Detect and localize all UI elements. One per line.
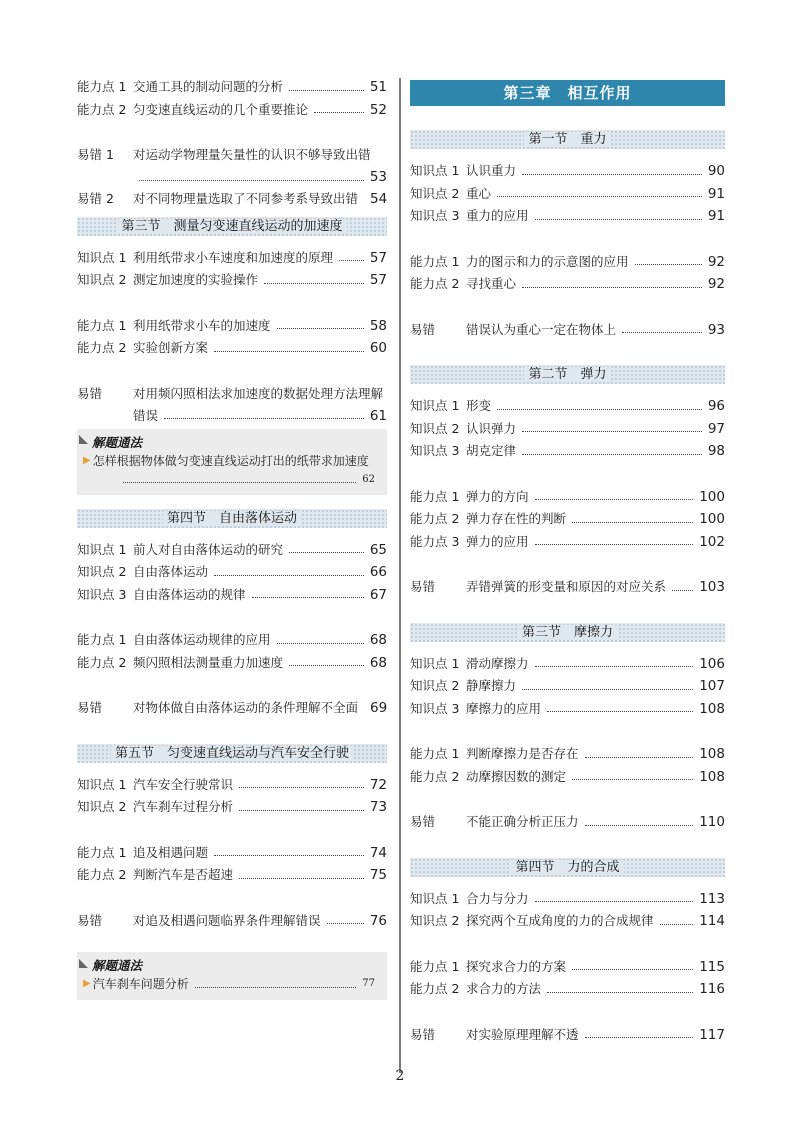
entry-title: 求合力的方法 [466, 981, 542, 996]
entry-page: 97 [707, 420, 725, 437]
dot-leader [214, 575, 364, 576]
entry-kind: 能力点 1 [410, 746, 460, 761]
entry-kind: 能力点 1 [77, 317, 127, 333]
entry-title: 摩擦力的应用 [466, 700, 542, 716]
toc-entry[interactable] [410, 319, 725, 342]
dot-leader [585, 1037, 694, 1038]
entry-kind: 知识点 1 [77, 776, 127, 792]
entry-kind: 能力点 2 [410, 276, 460, 291]
entry-title: 对实验原理理解不透 [466, 1026, 579, 1042]
entry-title: 频闪照相法测量重力加速度 [133, 654, 284, 670]
entry-kind: 能力点 2 [410, 511, 460, 526]
toc-entry[interactable] [410, 486, 725, 509]
toc-entry[interactable] [77, 539, 387, 562]
entry-title: 利用纸带求小车的加速度 [133, 317, 271, 333]
dot-leader [327, 923, 364, 924]
dot-leader [214, 855, 364, 856]
dot-leader [535, 499, 694, 500]
entry-page: 57 [369, 249, 387, 266]
toc-entry[interactable] [410, 888, 725, 911]
toc-entry[interactable] [77, 315, 387, 338]
entry-page: 92 [707, 253, 725, 270]
entry-kind: 能力点 1 [410, 958, 460, 974]
right-column [410, 76, 725, 1046]
entry-title: 静摩擦力 [466, 678, 517, 693]
entry-title: 利用纸带求小车速度和加速度的原理 [133, 249, 334, 265]
entry-title: 自由落体运动规律的应用 [133, 632, 271, 647]
entry-page: 110 [699, 814, 725, 830]
entry-title: 认识重力 [466, 163, 517, 178]
entry-page: 53 [369, 169, 387, 185]
dot-leader [123, 482, 356, 483]
toc-entry[interactable] [410, 160, 725, 183]
entry-title: 前人对自由落体运动的研究 [133, 541, 284, 557]
entry-page: 117 [699, 1026, 725, 1043]
entry-page: 75 [369, 867, 387, 883]
entry-page: 76 [369, 912, 387, 929]
dot-leader [497, 409, 702, 410]
dot-leader [214, 351, 364, 352]
left-column [77, 76, 387, 1014]
entry-title: 汽车安全行驶常识 [133, 776, 234, 792]
entry-kind: 知识点 2 [77, 272, 127, 287]
dot-leader [535, 219, 702, 220]
entry-title: 探究求合力的方案 [466, 958, 567, 974]
entry-kind: 知识点 2 [77, 564, 127, 579]
entry-kind: 能力点 2 [77, 340, 127, 355]
entry-kind: 能力点 2 [410, 981, 460, 996]
entry-title: 弹力存在性的判断 [466, 511, 567, 526]
section-heading[interactable] [77, 509, 387, 528]
dot-leader [547, 992, 693, 993]
entry-page: 65 [369, 541, 387, 558]
entry-kind: 知识点 3 [77, 586, 127, 602]
entry-page: 58 [369, 317, 387, 334]
method-heading [77, 433, 387, 451]
entry-page: 66 [369, 564, 387, 580]
dot-leader [164, 418, 364, 419]
toc-entry[interactable] [77, 188, 387, 211]
dot-leader [277, 328, 364, 329]
dot-leader [572, 522, 693, 523]
method-box [77, 429, 387, 495]
page-number: 2 [395, 1068, 405, 1084]
toc-entry[interactable] [77, 864, 387, 887]
entry-page: 73 [369, 799, 387, 815]
entry-page: 51 [369, 79, 387, 95]
entry-title: 错误认为重心一定在物体上 [466, 321, 617, 337]
entry-title: 弹力的应用 [466, 533, 529, 549]
entry-title: 胡克定律 [466, 443, 517, 458]
entry-kind: 知识点 1 [410, 655, 460, 671]
entry-kind: 能力点 1 [77, 632, 127, 647]
toc-entry[interactable] [410, 440, 725, 463]
entry-kind: 能力点 3 [410, 533, 460, 549]
entry-page: 116 [699, 981, 725, 997]
method-item[interactable] [77, 451, 387, 471]
section-heading[interactable] [410, 365, 725, 384]
toc-entry[interactable] [410, 576, 725, 599]
toc-entry[interactable] [410, 675, 725, 698]
dot-leader [289, 665, 364, 666]
toc-entry[interactable] [77, 337, 387, 360]
entry-text: 怎样根据物体做匀变速直线运动打出的纸带求加速度 [92, 453, 369, 468]
entry-kind: 知识点 3 [410, 208, 460, 223]
entry-title: 认识弹力 [466, 420, 517, 436]
dot-leader [522, 174, 702, 175]
dot-leader [522, 689, 693, 690]
toc-entry[interactable] [77, 629, 387, 652]
toc-entry[interactable] [77, 269, 387, 292]
toc-entry[interactable] [77, 247, 387, 270]
entry-page: 106 [699, 655, 725, 672]
entry-page: 69 [370, 700, 388, 716]
dot-leader [622, 332, 702, 333]
entry-title: 探究两个互成角度的力的合成规律 [466, 913, 654, 928]
entry-title: 力的图示和力的示意图的应用 [466, 253, 629, 269]
entry-kind: 能力点 2 [410, 768, 460, 784]
entry-page: 113 [699, 890, 725, 907]
entry-title: 测定加速度的实验操作 [133, 272, 259, 287]
entry-title: 合力与分力 [466, 890, 529, 906]
toc-entry[interactable] [410, 273, 725, 296]
dot-leader [585, 825, 694, 826]
method-box [77, 952, 387, 1000]
toc-entry[interactable] [410, 743, 725, 766]
entry-kind: 易错 2 [77, 191, 114, 206]
toc-entry[interactable] [77, 697, 387, 720]
toc-entry[interactable] [410, 508, 725, 531]
dot-leader [522, 431, 702, 432]
column-divider [399, 78, 401, 1073]
entry-title: 动摩擦因数的测定 [466, 768, 567, 784]
entry-page: 96 [707, 398, 725, 414]
entry-page: 102 [699, 533, 725, 550]
entry-text: 第三节 测量匀变速直线运动的加速度 [117, 219, 346, 234]
entry-kind: 易错 [77, 700, 103, 715]
entry-kind: 知识点 1 [410, 890, 460, 906]
dot-leader [252, 597, 364, 598]
entry-title: 交通工具的制动问题的分析 [133, 79, 284, 94]
entry-kind: 能力点 2 [77, 101, 127, 117]
entry-kind: 知识点 2 [410, 913, 460, 928]
dot-leader [277, 643, 364, 644]
toc-entry[interactable] [410, 418, 725, 441]
entry-kind: 能力点 1 [410, 488, 460, 504]
entry-title: 形变 [466, 398, 492, 413]
method-item-page-line[interactable] [77, 471, 387, 489]
entry-text: 第四节 力的合成 [511, 860, 623, 875]
dot-leader [239, 878, 364, 879]
toc-entry[interactable] [410, 205, 725, 228]
entry-kind: 易错 [410, 579, 436, 594]
entry-title: 重力的应用 [466, 208, 529, 223]
entry-title: 对追及相遇问题临界条件理解错误 [133, 912, 321, 928]
entry-kind: 知识点 1 [410, 163, 460, 178]
entry-kind: 知识点 2 [410, 678, 460, 693]
chapter-heading[interactable] [410, 80, 725, 106]
entry-kind: 易错 [410, 814, 436, 829]
entry-page: 60 [369, 340, 387, 356]
dot-leader [264, 283, 364, 284]
toc-entry[interactable] [410, 1024, 725, 1047]
entry-page: 52 [369, 101, 387, 118]
entry-title: 判断摩擦力是否存在 [466, 746, 579, 761]
entry-page: 74 [369, 844, 387, 861]
dot-leader [522, 454, 702, 455]
toc-entry[interactable] [77, 144, 387, 188]
toc-entry[interactable] [410, 910, 725, 933]
entry-page: 68 [369, 632, 387, 648]
entry-page: 108 [699, 700, 725, 717]
dot-leader [585, 757, 694, 758]
entry-title: 匀变速直线运动的几个重要推论 [133, 101, 309, 117]
dot-leader [314, 112, 364, 113]
toc-entry[interactable] [410, 531, 725, 554]
toc-entry[interactable] [410, 811, 725, 834]
entry-text: 解题通法 [92, 434, 143, 450]
entry-page: 68 [369, 654, 387, 671]
dot-leader [239, 787, 364, 788]
toc-entry[interactable] [410, 766, 725, 789]
entry-page: 57 [369, 272, 387, 288]
entry-kind: 知识点 2 [410, 185, 460, 201]
entry-kind: 知识点 1 [77, 249, 127, 265]
entry-kind: 知识点 1 [410, 398, 460, 413]
section-heading[interactable] [410, 130, 725, 149]
entry-kind: 能力点 2 [77, 654, 127, 670]
dot-leader [139, 180, 364, 181]
entry-title: 对不同物理量选取了不同参考系导致出错 [133, 191, 359, 206]
entry-text: 第一节 重力 [524, 132, 610, 147]
toc-entry[interactable] [77, 652, 387, 675]
play-arrow-icon: ▶ [83, 454, 91, 466]
entry-kind: 知识点 3 [410, 443, 460, 458]
dot-leader [289, 90, 364, 91]
dot-leader [522, 287, 702, 288]
play-arrow-icon: ▶ [83, 978, 91, 989]
entry-kind: 知识点 3 [410, 700, 460, 716]
entry-title: 弹力的方向 [466, 488, 529, 504]
toc-entry[interactable] [77, 383, 387, 427]
toc-entry[interactable] [410, 956, 725, 979]
entry-title: 重心 [466, 185, 492, 201]
toc-entry[interactable] [77, 842, 387, 865]
toc-entry[interactable] [77, 910, 387, 933]
entry-text: 第四节 自由落体运动 [163, 511, 301, 526]
entry-text: 解题通法 [92, 958, 143, 973]
dot-leader [339, 260, 364, 261]
entry-page: 100 [699, 488, 725, 505]
entry-title: 自由落体运动的规律 [133, 586, 246, 602]
dot-leader [572, 779, 693, 780]
method-item[interactable] [77, 974, 387, 994]
toc-entry[interactable] [77, 796, 387, 819]
entry-text: 对用频闪照相法求加速度的数据处理方法理解 [133, 385, 384, 401]
entry-kind: 易错 [410, 1026, 436, 1042]
entry-text: 对运动学物理量矢量性的认识不够导致出错 [133, 147, 371, 162]
entry-text: 第五节 匀变速直线运动与汽车安全行驶 [111, 746, 353, 761]
dot-leader [289, 552, 364, 553]
dot-leader [535, 544, 694, 545]
entry-page: 98 [707, 443, 725, 459]
entry-page: 62 [362, 473, 375, 485]
toc-entry[interactable] [410, 251, 725, 274]
entry-title: 判断汽车是否超速 [133, 867, 234, 882]
section-heading[interactable] [410, 858, 725, 877]
entry-page: 93 [707, 321, 725, 338]
entry-title: 不能正确分析正压力 [466, 814, 579, 829]
dot-leader [535, 901, 694, 902]
entry-kind: 能力点 2 [77, 867, 127, 882]
entry-page: 91 [707, 185, 725, 202]
entry-kind: 能力点 1 [77, 844, 127, 860]
toc-entry[interactable] [77, 584, 387, 607]
entry-page: 77 [362, 978, 375, 989]
entry-page: 108 [699, 768, 725, 785]
section-heading[interactable] [410, 623, 725, 642]
toc-entry[interactable] [410, 395, 725, 418]
toc-entry[interactable] [410, 183, 725, 206]
entry-page: 114 [699, 913, 725, 929]
toc-entry[interactable] [410, 978, 725, 1001]
entry-kind: 易错 [77, 912, 103, 928]
dot-leader [635, 264, 702, 265]
entry-page: 67 [369, 586, 387, 603]
entry-title: 弄错弹簧的形变量和原因的对应关系 [466, 579, 667, 594]
entry-kind: 能力点 1 [410, 253, 460, 269]
entry-page: 61 [369, 407, 387, 424]
section-heading[interactable] [77, 744, 387, 763]
entry-text: 错误 [133, 407, 159, 423]
entry-title: 滑动摩擦力 [466, 655, 529, 671]
entry-page: 103 [699, 579, 725, 595]
toc-entry[interactable] [77, 774, 387, 797]
entry-page: 90 [707, 163, 725, 179]
entry-text: 第二节 弹力 [524, 367, 610, 382]
entry-title: 对物体做自由落体运动的条件理解不全面 [133, 700, 359, 715]
toc-entry[interactable] [77, 561, 387, 584]
toc-entry[interactable] [77, 76, 387, 99]
entry-page: 91 [707, 208, 725, 224]
corner-triangle-icon [79, 435, 88, 444]
dot-leader [535, 666, 694, 667]
entry-kind: 易错 1 [77, 147, 114, 162]
toc-entry[interactable] [410, 698, 725, 721]
method-heading [77, 956, 387, 974]
dot-leader [660, 924, 694, 925]
dot-leader [572, 969, 693, 970]
entry-text: 第三章 相互作用 [503, 84, 632, 102]
entry-text: 第三节 摩擦力 [518, 625, 617, 640]
entry-page: 92 [707, 276, 725, 292]
dot-leader [547, 711, 693, 712]
entry-page: 108 [699, 746, 725, 762]
corner-triangle-icon [79, 959, 88, 968]
entry-page: 54 [370, 191, 388, 207]
entry-kind: 易错 [410, 321, 436, 337]
entry-page: 100 [699, 511, 725, 527]
entry-kind: 知识点 1 [77, 541, 127, 557]
entry-text: 汽车刹车问题分析 [92, 977, 189, 991]
toc-entry[interactable] [410, 653, 725, 676]
entry-page: 107 [699, 678, 725, 694]
entry-page: 115 [699, 958, 725, 975]
entry-title: 汽车刹车过程分析 [133, 799, 234, 814]
dot-leader [239, 810, 364, 811]
entry-kind: 知识点 2 [410, 420, 460, 436]
entry-kind: 易错 [77, 385, 103, 401]
entry-title: 实验创新方案 [133, 340, 209, 355]
toc-entry[interactable] [77, 99, 387, 122]
entry-page: 72 [369, 776, 387, 793]
dot-leader [672, 590, 693, 591]
section-heading[interactable] [77, 217, 387, 236]
entry-title: 追及相遇问题 [133, 844, 209, 860]
entry-kind: 知识点 2 [77, 799, 127, 814]
dot-leader [497, 196, 702, 197]
dot-leader [195, 987, 357, 988]
entry-kind: 能力点 1 [77, 79, 127, 94]
entry-title: 寻找重心 [466, 276, 517, 291]
entry-title: 自由落体运动 [133, 564, 209, 579]
